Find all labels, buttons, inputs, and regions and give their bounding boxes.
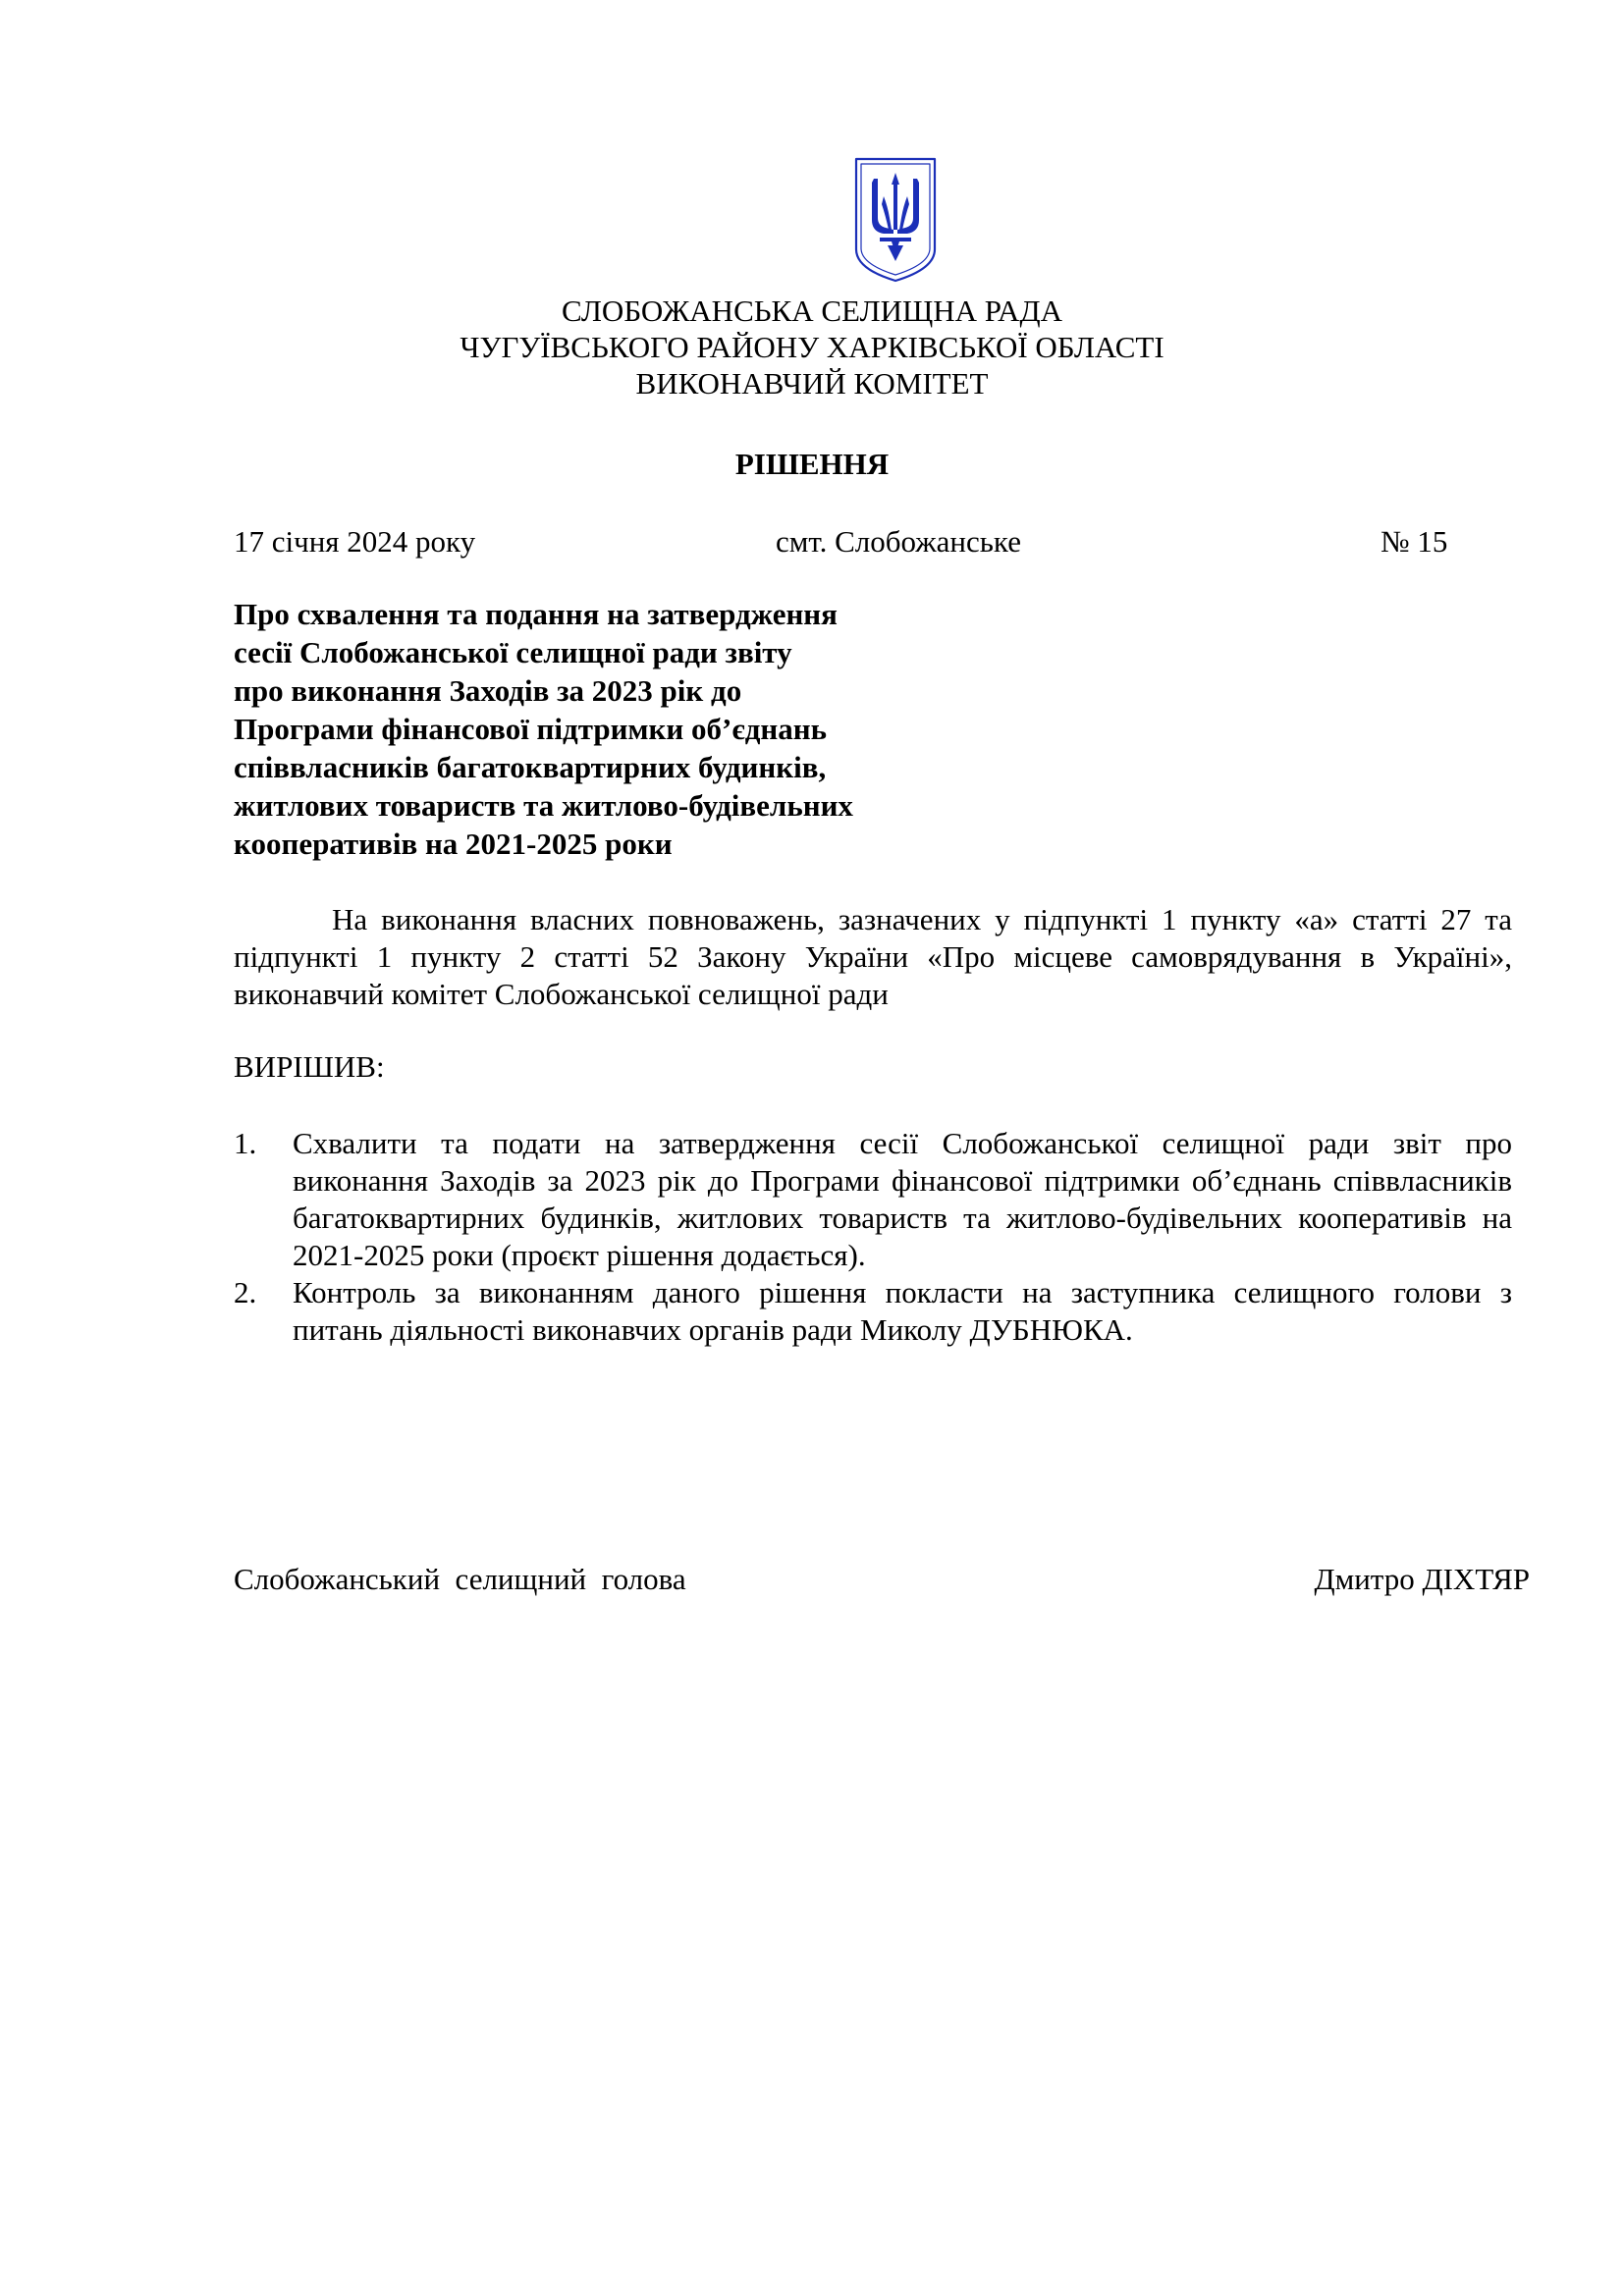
subject-line: житлових товариств та житлово-будівельних: [234, 788, 853, 823]
subject-line: співвласників багатоквартирних будинків,: [234, 750, 827, 784]
header-executive-committee: ВИКОНАВЧИЙ КОМІТЕТ: [635, 366, 989, 400]
preamble-line: виконавчий комітет Слобожанської селищної ради: [234, 977, 889, 1011]
document-date: 17 січня 2024 року: [234, 524, 476, 559]
list-item-line: багатоквартирних будинків, житлових товариств та житлово-будівельних кооперативів на: [293, 1201, 1512, 1235]
list-item-line: виконання Заходів за 2023 рік до Програми фінансової підтримки об’єднань співвласників: [293, 1163, 1512, 1198]
document-title: РІШЕННЯ: [734, 447, 890, 481]
list-item-line: Схвалити та подати на затвердження сесії Слобожанської селищної ради звіт про: [293, 1126, 1512, 1160]
list-item: [234, 1125, 1512, 1274]
signature-block: [234, 1561, 1530, 1600]
list-item-line: питань діяльності виконавчих органів ради Миколу ДУБНЮКА.: [293, 1312, 1133, 1347]
list-item-line: 2021-2025 роки (проєкт рішення додається).: [293, 1238, 866, 1272]
resolved-heading: ВИРІШИВ:: [234, 1049, 385, 1084]
decision-items-list: [234, 1125, 1512, 1349]
document-place: смт. Слобожанське: [776, 524, 1021, 559]
signer-position: Слобожанський селищний голова: [234, 1562, 686, 1596]
header-council-name: СЛОБОЖАНСЬКА СЕЛИЩНА РАДА: [562, 294, 1062, 328]
decision-subject: [234, 595, 980, 863]
subject-line: Про схвалення та подання на затвердження: [234, 597, 838, 631]
subject-line: про виконання Заходів за 2023 рік до: [234, 673, 742, 708]
header-district-region: ЧУГУЇВСЬКОГО РАЙОНУ ХАРКІВСЬКОЇ ОБЛАСТІ: [460, 330, 1164, 364]
subject-line: Програми фінансової підтримки об’єднань: [234, 712, 828, 746]
list-item-line: Контроль за виконанням даного рішення покласти на заступника селищного голови з: [293, 1275, 1512, 1309]
subject-line: кооперативів на 2021-2025 роки: [234, 827, 673, 861]
preamble-paragraph: [234, 901, 1512, 1013]
list-item-number: 1.: [234, 1126, 257, 1160]
signer-name: Дмитро ДІХТЯР: [1314, 1562, 1530, 1596]
preamble-line: На виконання власних повноважень, зазначених у підпункті 1 пункту «а» статті 27 та: [332, 902, 1512, 936]
organization-header: [0, 293, 1624, 401]
document-number: № 15: [1380, 524, 1448, 559]
list-item: [234, 1274, 1512, 1349]
document-meta-row: [234, 523, 1451, 562]
subject-line: сесії Слобожанської селищної ради звіту: [234, 635, 792, 669]
list-item-number: 2.: [234, 1275, 257, 1309]
preamble-line: підпункті 1 пункту 2 статті 52 Закону України «Про місцеве самоврядування в Україні»,: [234, 939, 1512, 974]
trident-coat-of-arms-icon: [852, 155, 939, 285]
